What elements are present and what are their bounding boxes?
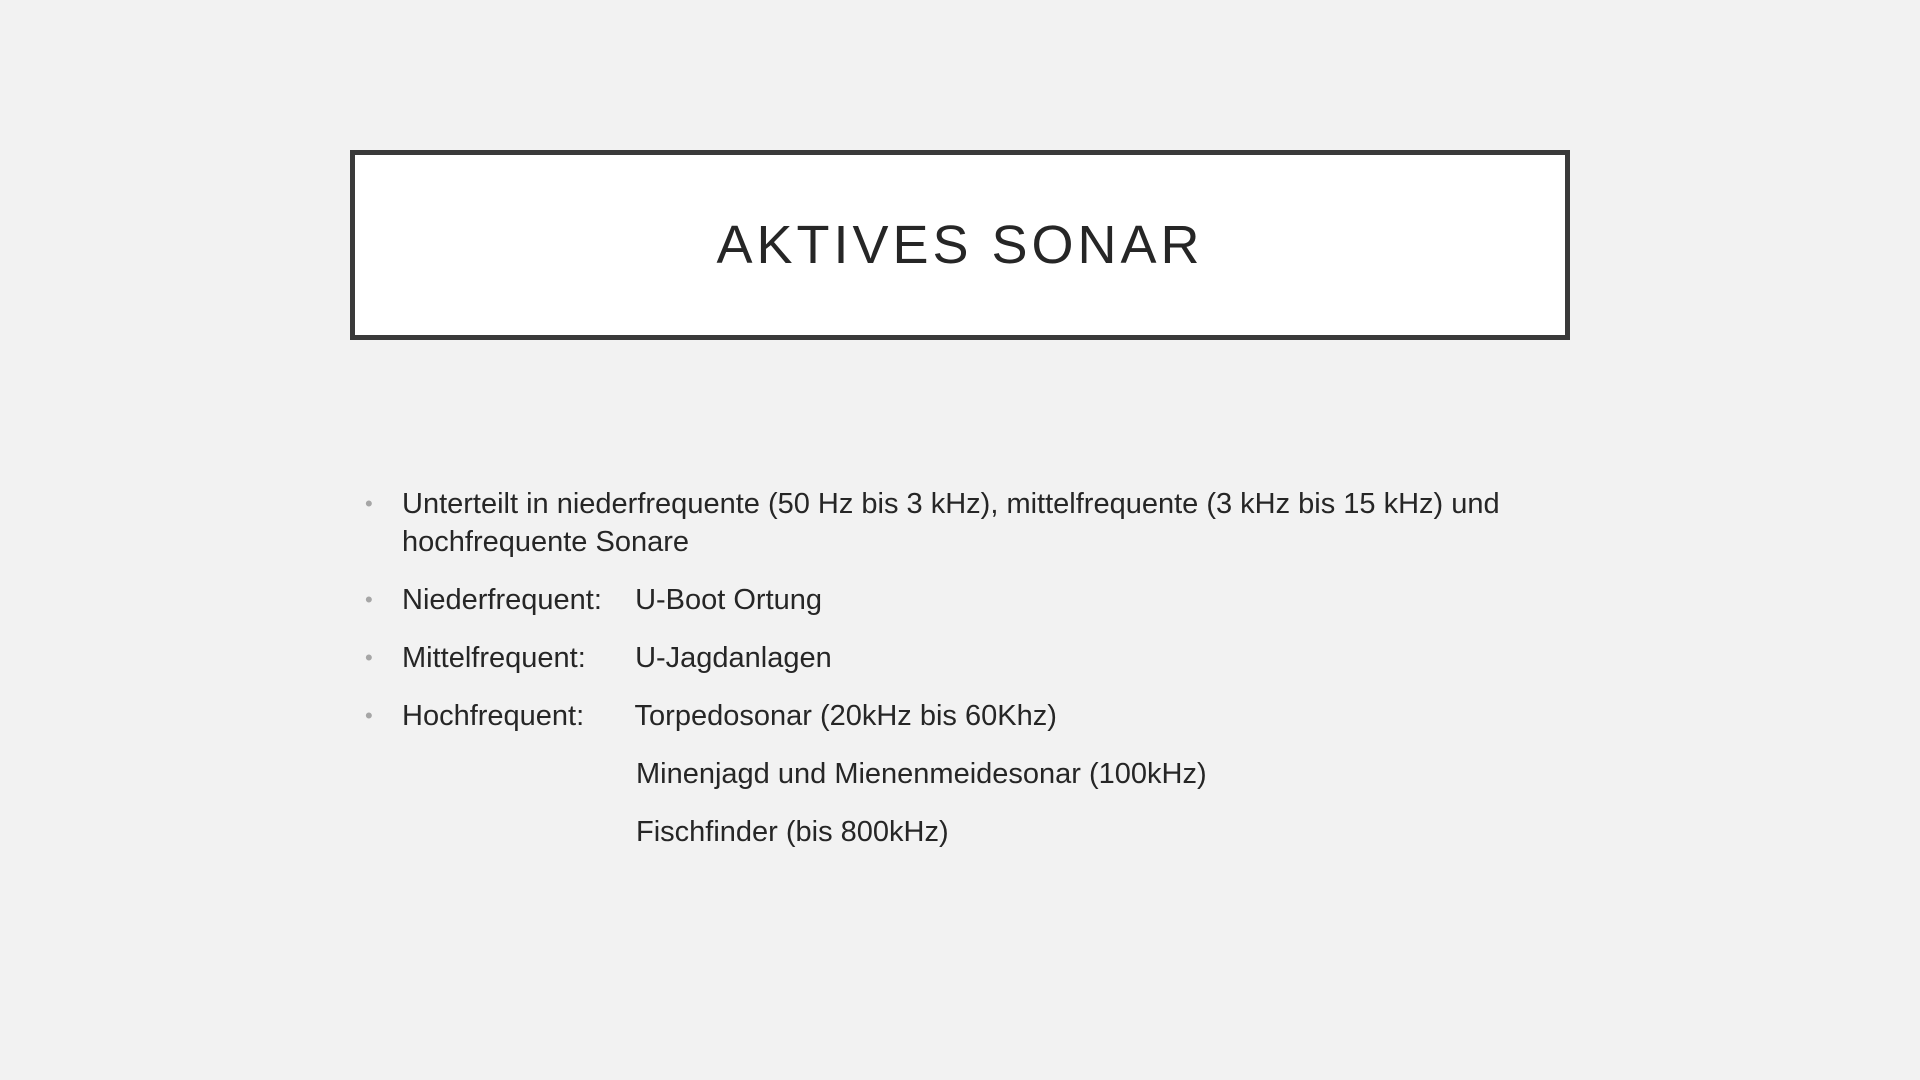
bullet-icon: • (365, 587, 373, 612)
bullet-icon: • (365, 703, 373, 728)
bullet-item-overview (365, 485, 1565, 561)
bullet-list (365, 485, 1565, 871)
bullet-label: Mittelfrequent: (402, 642, 586, 674)
bullet-icon: • (365, 491, 373, 516)
bullet-label: Niederfrequent: (402, 584, 602, 616)
sub-line-minenjagd: Minenjagd und Mienenmeidesonar (100kHz) (636, 758, 1207, 790)
slide-title: AKTIVES SONAR (716, 215, 1204, 275)
bullet-icon: • (365, 645, 373, 670)
bullet-item-niederfrequent (365, 581, 1565, 619)
bullet-item-hochfrequent (365, 697, 1565, 735)
sub-line-fischfinder: Fischfinder (bis 800kHz) (636, 816, 949, 848)
bullet-label: Hochfrequent: (402, 700, 585, 732)
bullet-value: U-Jagdanlagen (635, 642, 832, 674)
bullet-text: Unterteilt in niederfrequente (50 Hz bis 3 kHz), mittelfrequente (3 kHz bis 15 kHz) und hochfrequente Sonare (402, 488, 1500, 558)
bullet-value: U-Boot Ortung (635, 584, 823, 616)
bullet-value: Torpedosonar (20kHz bis 60Khz) (634, 700, 1057, 732)
title-box (350, 150, 1570, 340)
bullet-item-mittelfrequent (365, 639, 1565, 677)
